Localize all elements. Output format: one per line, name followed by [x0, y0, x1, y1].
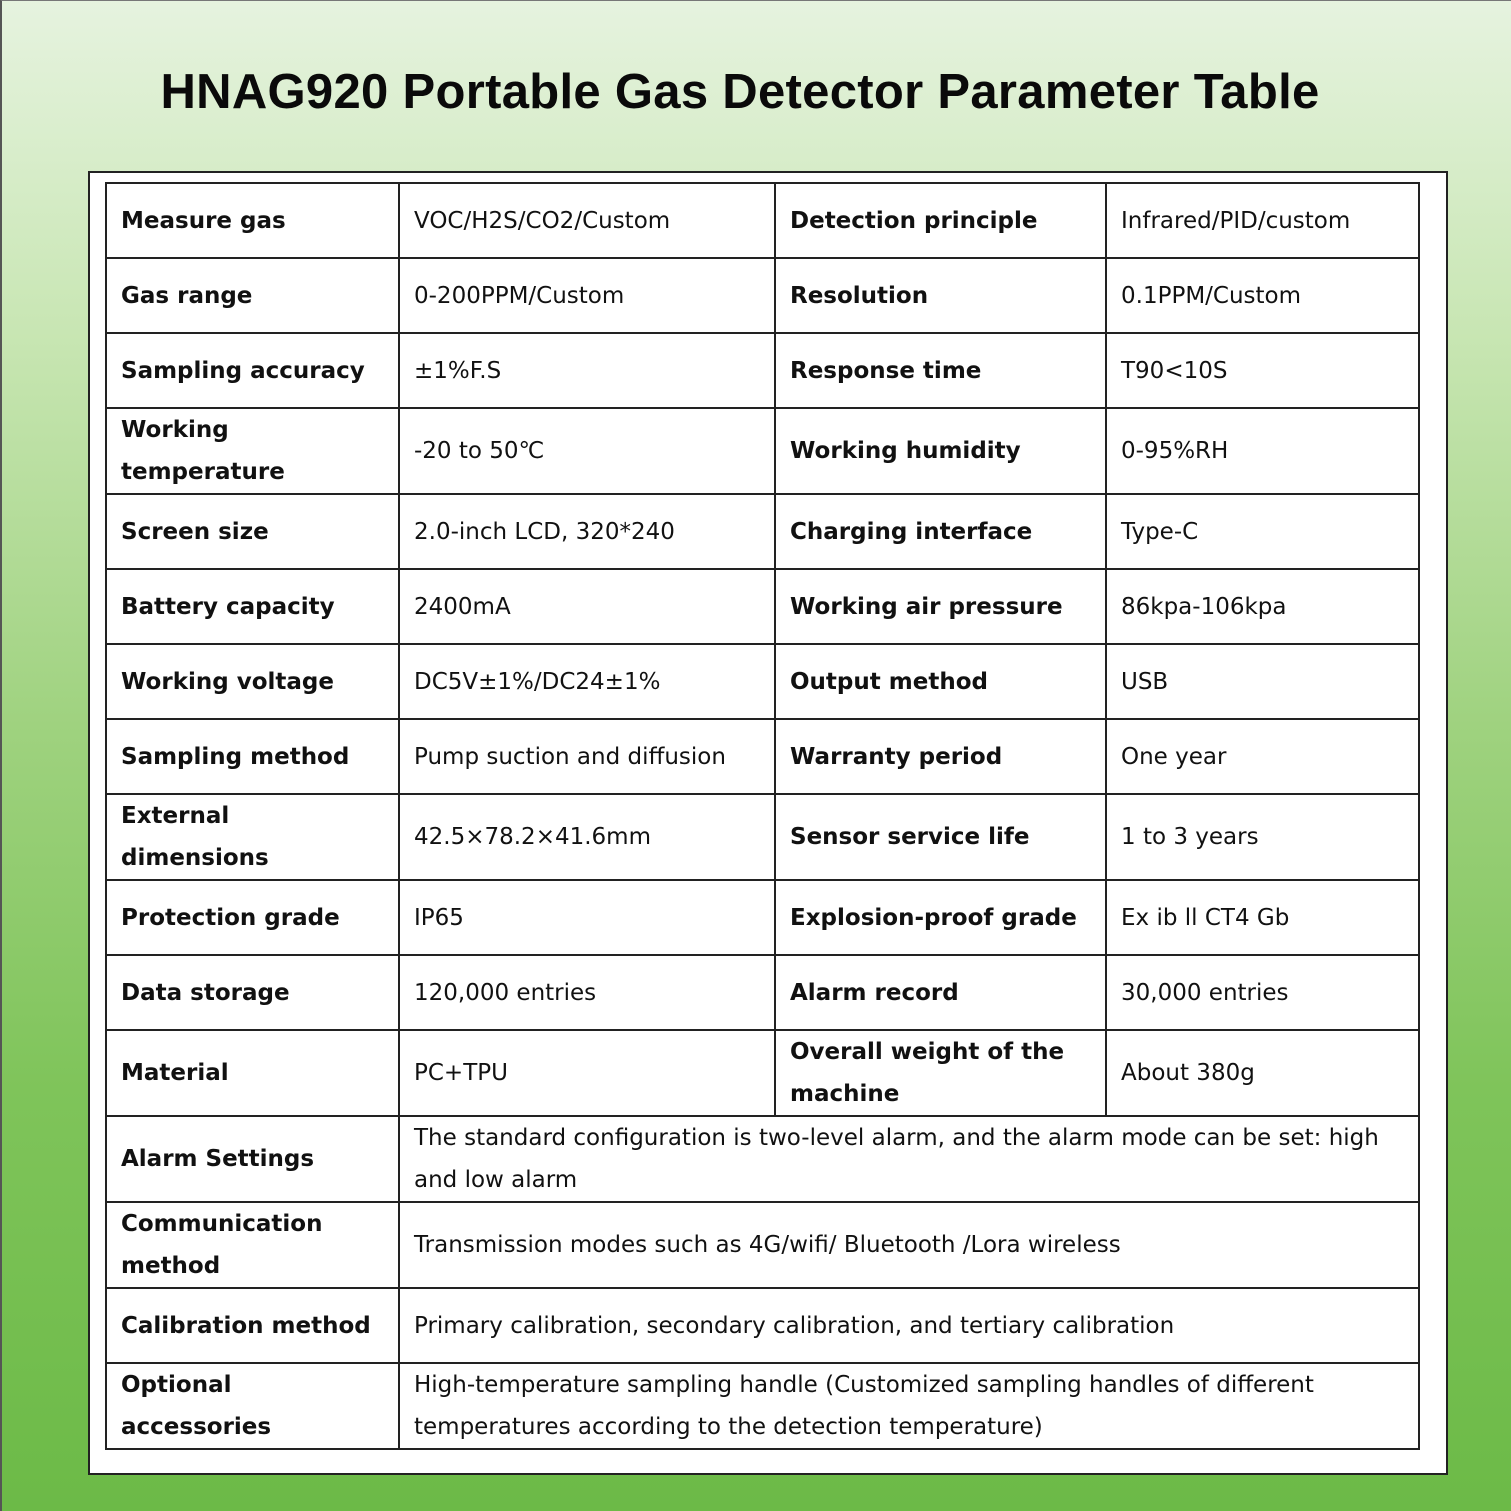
param-value: 120,000 entries [399, 955, 775, 1030]
param-label: Alarm Settings [106, 1116, 399, 1202]
param-value: 30,000 entries [1106, 955, 1419, 1030]
param-value: 2400mA [399, 569, 775, 644]
param-value: T90<10S [1106, 333, 1419, 408]
param-label: Warranty period [775, 719, 1106, 794]
param-label: Output method [775, 644, 1106, 719]
param-value: IP65 [399, 880, 775, 955]
table-row [106, 1202, 1419, 1288]
param-label: Working air pressure [775, 569, 1106, 644]
param-label: Working voltage [106, 644, 399, 719]
param-label: Sampling method [106, 719, 399, 794]
param-value: 86kpa-106kpa [1106, 569, 1419, 644]
param-label: Protection grade [106, 880, 399, 955]
parameter-table [105, 182, 1420, 1450]
table-row [106, 569, 1419, 644]
param-value: About 380g [1106, 1030, 1419, 1116]
table-row [106, 1030, 1419, 1116]
param-value: 0-200PPM/Custom [399, 258, 775, 333]
param-label: Explosion-proof grade [775, 880, 1106, 955]
param-label: Working humidity [775, 408, 1106, 494]
table-row [106, 183, 1419, 258]
param-label: Screen size [106, 494, 399, 569]
param-value: Ex ib ll CT4 Gb [1106, 880, 1419, 955]
table-row [106, 719, 1419, 794]
table-row [106, 258, 1419, 333]
param-label: Measure gas [106, 183, 399, 258]
param-label: Sensor service life [775, 794, 1106, 880]
param-value: PC+TPU [399, 1030, 775, 1116]
table-row [106, 408, 1419, 494]
param-label: Material [106, 1030, 399, 1116]
param-value: Type-C [1106, 494, 1419, 569]
param-value: 2.0-inch LCD, 320*240 [399, 494, 775, 569]
table-row [106, 494, 1419, 569]
table-row [106, 1116, 1419, 1202]
param-label: Resolution [775, 258, 1106, 333]
param-value: 0.1PPM/Custom [1106, 258, 1419, 333]
table-row [106, 644, 1419, 719]
table-row [106, 1288, 1419, 1363]
param-value: Primary calibration, secondary calibration, and tertiary calibration [399, 1288, 1419, 1363]
param-value: 1 to 3 years [1106, 794, 1419, 880]
param-label: External dimensions [106, 794, 399, 880]
param-label: Working temperature [106, 408, 399, 494]
param-value: The standard configuration is two-level alarm, and the alarm mode can be set: high and low alarm [399, 1116, 1419, 1202]
param-label: Battery capacity [106, 569, 399, 644]
param-label: Calibration method [106, 1288, 399, 1363]
param-label: Alarm record [775, 955, 1106, 1030]
param-value: 0-95%RH [1106, 408, 1419, 494]
param-value: Transmission modes such as 4G/wifi/ Bluetooth /Lora wireless [399, 1202, 1419, 1288]
param-value: USB [1106, 644, 1419, 719]
param-value: Infrared/PID/custom [1106, 183, 1419, 258]
table-row [106, 333, 1419, 408]
table-row [106, 955, 1419, 1030]
table-row [106, 794, 1419, 880]
param-label: Detection principle [775, 183, 1106, 258]
param-label: Response time [775, 333, 1106, 408]
param-value: ±1%F.S [399, 333, 775, 408]
table-row [106, 880, 1419, 955]
param-label: Sampling accuracy [106, 333, 399, 408]
param-label: Optional accessories [106, 1363, 399, 1449]
param-label: Communication method [106, 1202, 399, 1288]
param-label: Overall weight of the machine [775, 1030, 1106, 1116]
table-row [106, 1363, 1419, 1449]
param-label: Charging interface [775, 494, 1106, 569]
param-value: High-temperature sampling handle (Customized sampling handles of different temperatures according to the detection temperature) [399, 1363, 1419, 1449]
param-value: VOC/H2S/CO2/Custom [399, 183, 775, 258]
param-value: One year [1106, 719, 1419, 794]
param-value: Pump suction and diffusion [399, 719, 775, 794]
param-label: Data storage [106, 955, 399, 1030]
page-title: HNAG920 Portable Gas Detector Parameter Table [160, 65, 1320, 119]
param-value: 42.5×78.2×41.6mm [399, 794, 775, 880]
param-value: -20 to 50℃ [399, 408, 775, 494]
param-value: DC5V±1%/DC24±1% [399, 644, 775, 719]
param-label: Gas range [106, 258, 399, 333]
